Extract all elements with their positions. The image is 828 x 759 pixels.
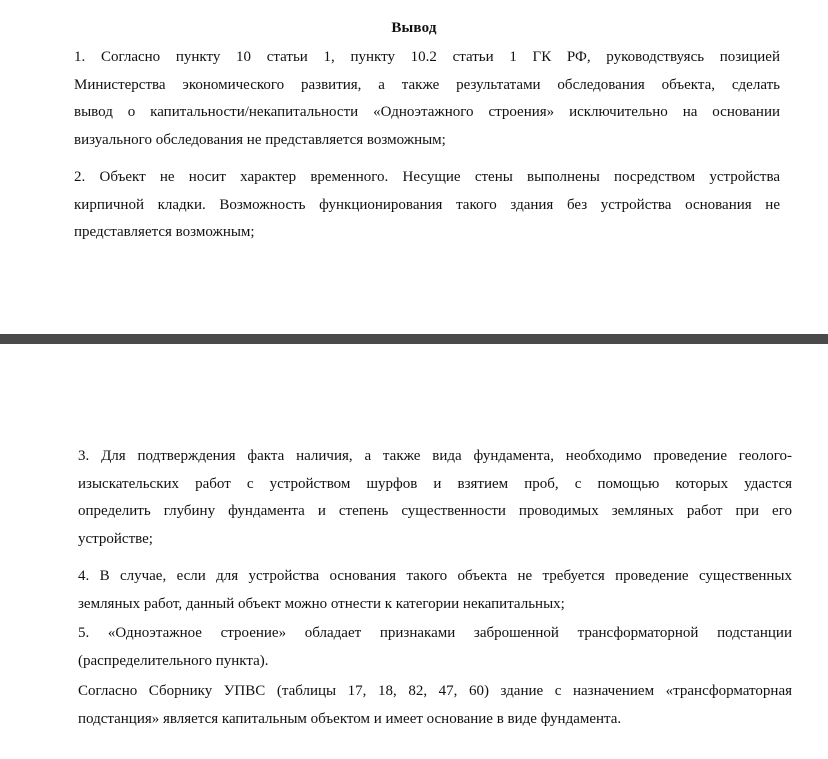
paragraph-3-line: изыскательских работ с устройством шурфов и взятием проб, с помощью которых удастся <box>78 475 792 492</box>
paragraph-3 <box>78 443 792 553</box>
paragraph-5-line: (распределительного пункта). <box>78 652 269 669</box>
paragraph-2-line: представляется возможным; <box>74 224 255 240</box>
paragraph-3-line: устройстве; <box>78 530 153 547</box>
paragraph-2-line: кирпичной кладки. Возможность функционирования такого здания без устройства основания не <box>74 196 780 213</box>
paragraph-2 <box>74 164 780 247</box>
page-separator <box>0 334 828 344</box>
document-page-top <box>0 0 828 334</box>
paragraph-4-line: земляных работ, данный объект можно отнести к категории некапитальных; <box>78 595 565 612</box>
paragraph-5 <box>78 620 792 675</box>
paragraph-6-line: подстанция» является капитальным объектом и имеет основание в виде фундамента. <box>78 710 622 727</box>
paragraph-5-line: 5. «Одноэтажное строение» обладает признаками заброшенной трансформаторной подстанции <box>78 625 792 641</box>
paragraph-2-line: 2. Объект не носит характер временного. Несущие стены выполнены посредством устройства <box>74 169 780 185</box>
paragraph-1 <box>74 44 780 154</box>
document-title: Вывод <box>391 20 437 36</box>
paragraph-4 <box>78 563 792 618</box>
paragraph-6 <box>78 678 792 733</box>
paragraph-4-line: 4. В случае, если для устройства основания такого объекта не требуется проведение существенных <box>78 568 792 584</box>
paragraph-1-line: Министерства экономического развития, а также результатами обследования объекта, сделать <box>74 76 780 93</box>
paragraph-3-line: определить глубину фундамента и степень существенности проводимых земляных работ при его <box>78 503 792 519</box>
paragraph-1-line: 1. Согласно пункту 10 статьи 1, пункту 10.2 статьи 1 ГК РФ, руководствуясь позицией <box>74 49 780 65</box>
paragraph-6-line: Согласно Сборнику УПВС (таблицы 17, 18, 82, 47, 60) здание с назначением «трансформаторная <box>78 683 792 699</box>
paragraph-1-line: вывод о капитальности/некапитальности «Одноэтажного строения» исключительно на основании <box>74 104 780 120</box>
paragraph-3-line: 3. Для подтверждения факта наличия, а также вида фундамента, необходимо проведение геолого- <box>78 448 792 464</box>
paragraph-1-line: визуального обследования не представляется возможным; <box>74 131 446 148</box>
document-page-bottom <box>0 344 828 759</box>
